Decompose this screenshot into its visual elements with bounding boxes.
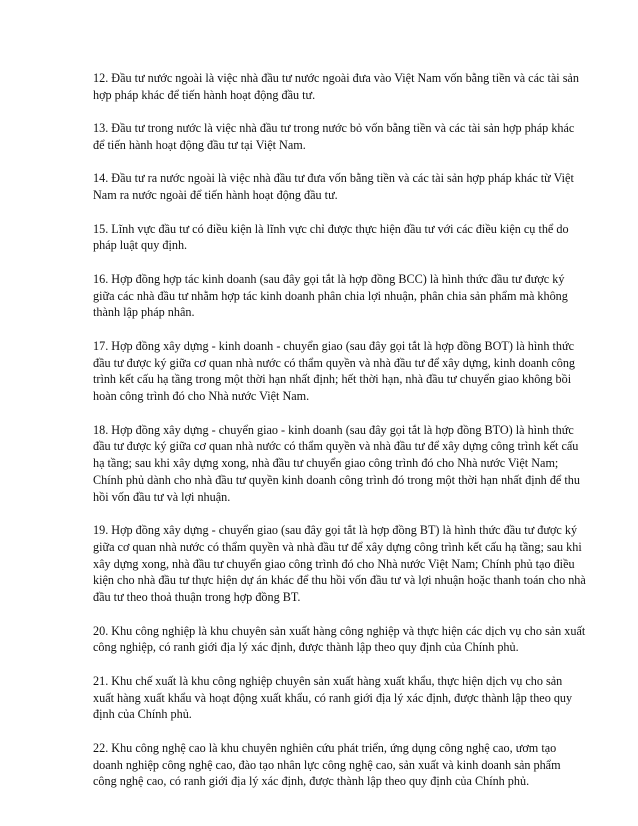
paragraph-17: 17. Hợp đồng xây dựng - kinh doanh - chuyển giao (sau đây gọi tắt là hợp đồng BOT) là hình thức đầu tư được ký giữa cơ quan nhà nước có thẩm quyền và nhà đầu tư để xây dựng, kinh doanh công trình kết cấu hạ tầng trong một thời hạn nhất định; hết thời hạn, nhà đầu tư chuyển giao không bồi hoàn công trình đó cho Nhà nước Việt Nam.: [93, 338, 576, 404]
paragraph-14: 14. Đầu tư ra nước ngoài là việc nhà đầu tư đưa vốn bằng tiền và các tài sản hợp pháp khác từ Việt Nam ra nước ngoài để tiến hành hoạt động đầu tư.: [93, 171, 574, 203]
paragraph-12: 12. Đầu tư nước ngoài là việc nhà đầu tư nước ngoài đưa vào Việt Nam vốn bằng tiền và các tài sản hợp pháp khác để tiến hành hoạt động đầu tư.: [93, 71, 579, 102]
paragraph-20: 20. Khu công nghiệp là khu chuyên sản xuất hàng công nghiệp và thực hiện các dịch vụ cho sản xuất công nghiệp, có ranh giới địa lý xác định, được thành lập theo quy định của Chính phủ.: [93, 623, 586, 655]
paragraph-19: 19. Hợp đồng xây dựng - chuyển giao (sau đây gọi tắt là hợp đồng BT) là hình thức đầu tư được ký giữa cơ quan nhà nước có thẩm quyền và nhà đầu tư để xây dựng công trình kết cấu hạ tầng; sau khi xây dựng xong, nhà đầu tư chuyển giao công trình đó cho Nhà nước Việt Nam; Chính phủ tạo điều kiện cho nhà đầu tư thực hiện dự án khác để thu hồi vốn đầu tư và lợi nhuận hoặc thanh toán cho nhà đầu tư theo thoả thuận trong hợp đồng BT.: [93, 523, 586, 605]
paragraph-21: 21. Khu chế xuất là khu công nghiệp chuyên sản xuất hàng xuất khẩu, thực hiện dịch vụ cho sản xuất hàng xuất khẩu và hoạt động xuất khẩu, có ranh giới địa lý xác định, được thành lập theo quy định của Chính phủ.: [93, 673, 573, 722]
paragraph-16: 16. Hợp đồng hợp tác kinh doanh (sau đây gọi tắt là hợp đồng BCC) là hình thức đầu tư được ký giữa các nhà đầu tư nhằm hợp tác kinh doanh phân chia lợi nhuận, phân chia sản phẩm mà không thành lập pháp nhân.: [93, 271, 568, 320]
paragraph-13: 13. Đầu tư trong nước là việc nhà đầu tư trong nước bỏ vốn bằng tiền và các tài sản hợp pháp khác để tiến hành hoạt động đầu tư tại Việt Nam.: [93, 121, 575, 152]
paragraph-18: 18. Hợp đồng xây dựng - chuyển giao - kinh doanh (sau đây gọi tắt là hợp đồng BTO) là hình thức đầu tư được ký giữa cơ quan nhà nước có thẩm quyền và nhà đầu tư để xây dựng công trình kết cấu hạ tầng; sau khi xây dựng xong, nhà đầu tư chuyển giao công trình đó cho Nhà nước Việt Nam; Chính phủ dành cho nhà đầu tư quyền kinh doanh công trình đó trong một thời hạn nhất định để thu hồi vốn đầu tư và lợi nhuận.: [93, 422, 580, 504]
paragraph-15: 15. Lĩnh vực đầu tư có điều kiện là lĩnh vực chỉ được thực hiện đầu tư với các điều kiện cụ thể do pháp luật quy định.: [93, 221, 569, 253]
paragraph-22: 22. Khu công nghệ cao là khu chuyên nghiên cứu phát triển, ứng dụng công nghệ cao, ươm tạo doanh nghiệp công nghệ cao, đào tạo nhân lực công nghệ cao, sản xuất và kinh doanh sản phẩm công nghệ cao, có ranh giới địa lý xác định, được thành lập theo quy định của Chính phủ.: [93, 740, 561, 789]
